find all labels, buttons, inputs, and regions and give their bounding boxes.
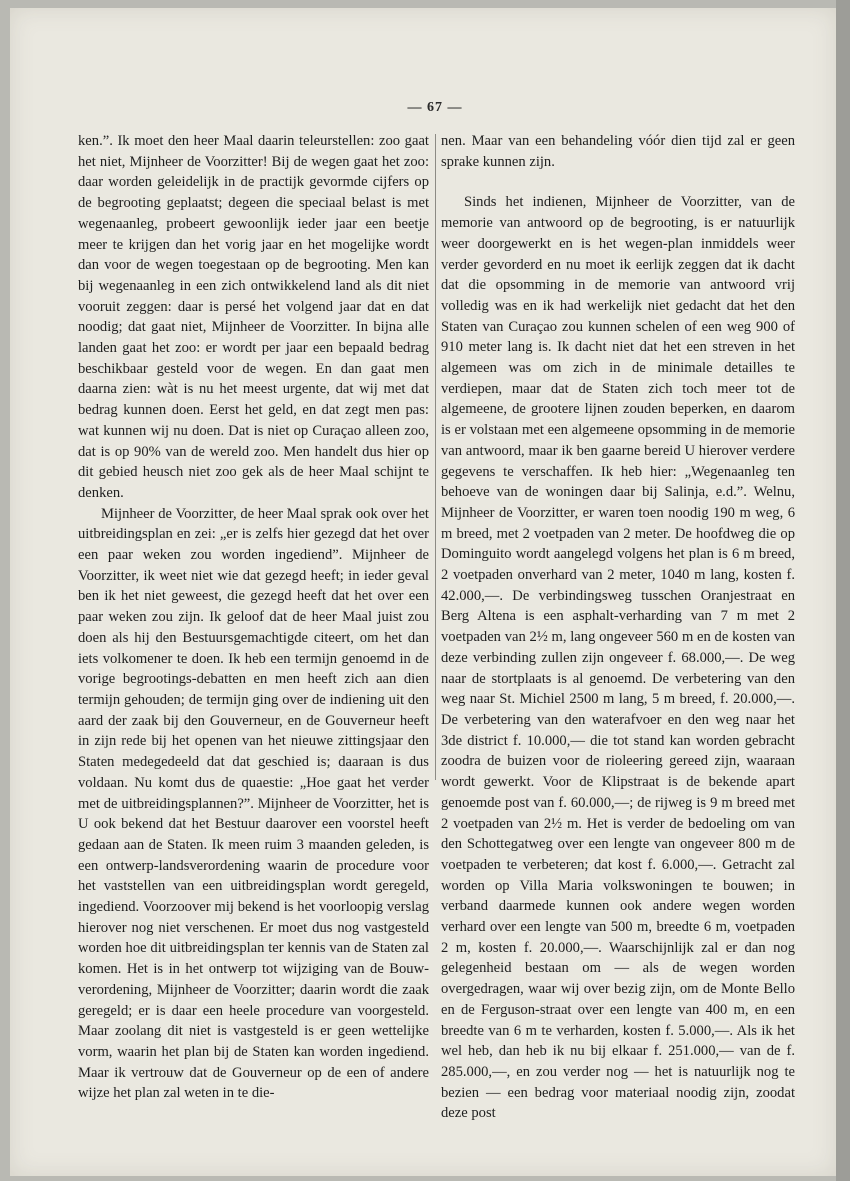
paragraph: Sinds het indienen, Mijnheer de Voorzitter, van de memorie van antwoord op de begrooting, is er natuurlijk weer doorgewerkt en is het wegen-plan inmiddels weer verder gevorderd en nu moet ik eerlijk zeggen dat ik dacht dat die opsomming in de memorie van antwoord vrij volledig was en ik had werkelijk niet gedacht dat het den Staten van Curaçao zou kunnen schelen of een weg 900 of 910 meter lang is. Ik dacht niet dat het een streven in het algemeen was om zich in de minimale detailles te verdiepen, maar dat de Staten zich toch meer tot de algemeene, de grootere lijnen zouden beperken, en daarom is er volstaan met een algemeene opsomming in de memorie van antwoord, maar ik ben gaarne bereid U hierover verdere gegevens te verschaffen. Ik heb hier: „Wegenaanleg ten behoeve van de woningen daar bij Salinja, e.d.”. Welnu, Mijnheer de Voorzitter, er waren toen noodig 190 m weg, 6 m breed, met 2 voetpaden van 2 meter. De hoofdweg die op Dominguito wordt aangelegd volgens het plan is 6 m breed, 2 voetpaden onverhard van 2 meter, 1040 m lang, kosten f. 42.000,—. De verbindingsweg tusschen Oranjestraat en Berg Altena is een asphalt-verharding van 7 m met 2 voetpaden van 2½ m, lang ongeveer 560 m en de kosten van deze verbinding zullen zijn ongeveer f. 68.000,—. De weg naar de stortplaats is al genoemd. De verbetering van den weg naar St. Michiel 2500 m lang, 5 m breed, f. 20.000,—. De verbetering van den waterafvoer en den weg naar het 3de district f. 10.000,— die tot stand kan worden gebracht zoodra de buizen voor de rioleering gereed zijn, waaraan wordt gewerkt. Voor de Klipstraat is de bekende apart genoemde post van f. 60.000,—; de rijweg is 9 m breed met 2 voetpaden van 2½ m. Het is verder de bedoeling om van den Schottegatweg over een lengte van ongeveer 800 m de voetpaden te verbeteren; dat kost f. 6.000,—. Getracht zal worden op Villa Maria volkswoningen te bouwen; in verband daarmede kunnen ook andere wegen worden verhard over een lengte van 500 m, breedte 6 m, voetpaden 2 m, kosten f. 20.000,—. Waarschijnlijk zal er dan nog gelegenheid bestaan om — als de wegen worden overgedragen, waar wij over bezig zijn, om de Monte Bello en de Ferguson-straat over een lengte van 400 m, en een breedte van 6 m te verharden, kosten f. 5.000,—. Als ik het wel heb, dan heb ik nu bij elkaar f. 251.000,— van de f. 285.000,—, en zou verder nog — het is natuurlijk nog te bezien — een bedrag voor materiaal noodig zijn, zoodat deze post	[441, 194, 795, 1122]
page-number: — 67 —	[407, 100, 463, 115]
paragraph: Mijnheer de Voorzitter, de heer Maal sprak ook over het uitbreidingsplan en zei: „er is zelfs hier gezegd dat het over een paar weken zou worden ingediend”. Mijnheer de Voorzitter, ik weet niet wie dat gezegd heeft; in ieder geval ben ik het niet geweest, die gezegd heeft dat het over een paar weken zou zijn. Ik geloof dat de heer Maal juist zou doen als hij den Bestuursgemachtigde citeert, om het dan iets volkomener te doen. Ik heb een termijn genoemd in de vorige begrootings-debatten en men heeft zich aan dien termijn gehouden; de termijn ging over de indiening uit den aard der zaak bij den Gouverneur, en de Gouverneur heeft in zijn rede bij het openen van het nieuwe zittingsjaar den Staten medegedeeld dat dat geschied is; daaraan is dus voldaan. Nu komt dus de quaestie: „Hoe gaat het verder met de uitbreidingsplannen?”. Mijnheer de Voorzitter, het is U ook bekend dat het Bestuur daarover een voorstel heeft gedaan aan de Staten. Ik meen ruim 3 maanden geleden, is een ontwerp-landsverordening waarin de procedure voor het vaststellen van een uitbreidingsplan wordt geregeld, ingediend. Voorzoover mij bekend is het voorloopig verslag hierover nog niet verschenen. Er moet dus nog vastgesteld worden hoe dit uitbreidingsplan ter kennis van de Staten zal komen. Het is in het ontwerp tot wijziging van de Bouw-verordening, Mijnheer de Voorzitter; daarin wordt die zaak geregeld; er is daar een heele procedure van voorgesteld. Maar zoolang dit niet is vastgesteld is er geen wettelijke vorm, waarin het plan bij de Staten kan worden ingediend. Maar ik vertrouw dat de Gouverneur op de een of andere wijze het plan zal weten in te die-	[78, 505, 429, 1102]
paragraph: nen. Maar van een behandeling vóór dien tijd zal er geen sprake kunnen zijn.	[441, 133, 795, 170]
scan-edge	[836, 0, 850, 1181]
column-divider	[435, 134, 436, 780]
right-column	[441, 131, 795, 1124]
paragraph: ken.”. Ik moet den heer Maal daarin teleurstellen: zoo gaat het niet, Mijnheer de Voorzitter! Bij de wegen gaat het zoo: daar worden geleidelijk in de practijk gevormde cijfers op de begrooting geplaatst; degeen die speciaal belast is met wegenaanleg, probeert gewoonlijk ieder jaar een beetje meer te krijgen dan het vorig jaar en het mogelijke wordt dan voor de wegen toegestaan op de begrooting. Men kan bij wegenaanleg in een zich ontwikkelend land als dit niet vooruit zeggen: daar is persé het volgend jaar dat en dat noodig; dat gaat niet, Mijnheer de Voorzitter. In bijna alle landen gaat het zoo: er wordt per jaar een bepaald bedrag beschikbaar gesteld voor de wegen. En dan gaat men daarna zien: wàt is nu het meest urgente, dat wij met dat bedrag kunnen doen. Eerst het geld, en dat zegt men pas: wat kunnen wij nu doen. Dat is niet op Curaçao alleen zoo, dat is op 90% van de wereld zoo. Men handelt dus hier op dit gebied heusch niet zoo gek als de heer Maal schijnt te denken.	[78, 133, 429, 501]
left-column	[78, 131, 429, 1104]
